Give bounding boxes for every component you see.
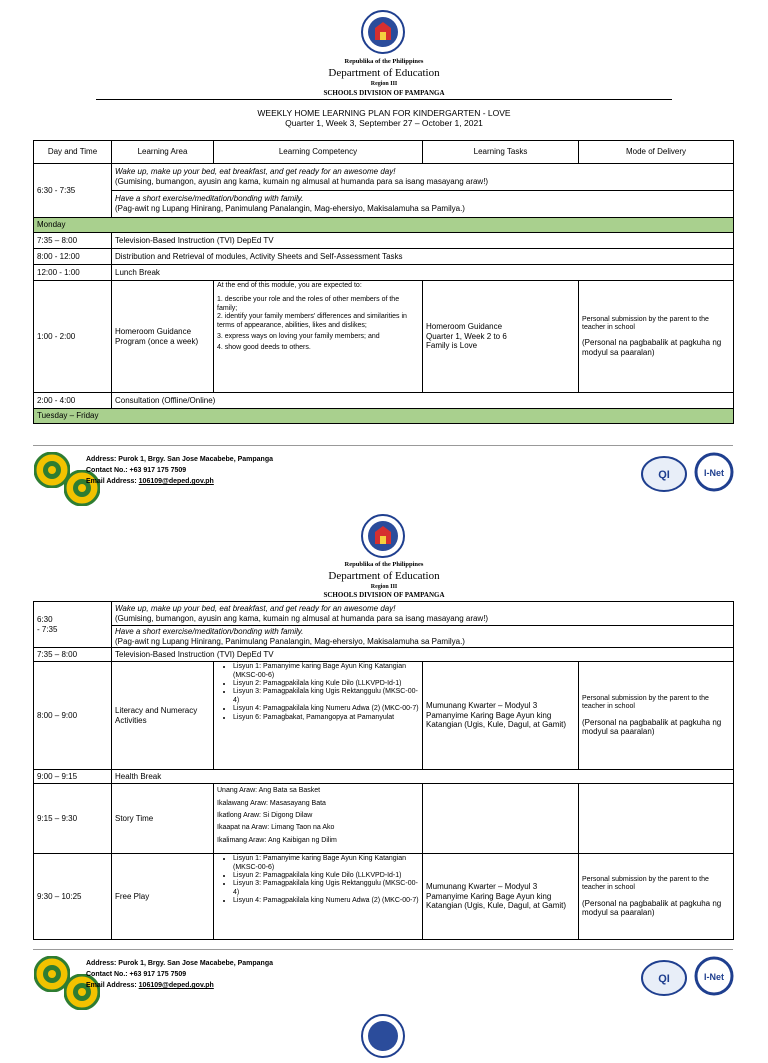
- competency-list-cell: [214, 662, 423, 770]
- plan-title: WEEKLY HOME LEARNING PLAN FOR KINDERGARTEN - LOVE Quarter 1, Week 3, September 27 – October 1, 2021: [257, 108, 511, 128]
- learning-area-cell: Story Time: [112, 784, 214, 854]
- time-cell: 9:15 – 9:30: [34, 784, 112, 854]
- footer-contact: Address: Purok 1, Brgy. San Jose Macabebe, Pampanga Contact No.: +63 917 175 7509 Email Address: 106109@deped.gov.ph: [86, 960, 273, 989]
- header-rule: [96, 99, 672, 100]
- republic-text: Republika of the Philippines: [344, 58, 424, 65]
- svg-text:QI: QI: [658, 469, 670, 481]
- mode-cell: Personal submission by the parent to the teacher in school (Personal na pagbabalik at pagkuha ng modyul sa paaralan): [579, 662, 734, 770]
- time-cell: 2:00 - 4:00: [34, 393, 112, 409]
- story-item: Unang Araw: Ang Bata sa Basket: [217, 787, 321, 795]
- svg-text:QI: QI: [658, 973, 670, 985]
- footer-1: [0, 450, 768, 504]
- svg-text:I-Net: I-Net: [704, 972, 724, 982]
- routine-cell: Have a short exercise/meditation/bonding with family. (Pag-awit ng Lupang Hinirang, Panimulang Panalangin, Mag-ehersiyo, Makisalamuha sa Pamilya.): [112, 191, 734, 218]
- day-row-tuesday-friday: Tuesday – Friday: [34, 409, 734, 424]
- mode-cell: Personal submission by the parent to the teacher in school (Personal na pagbabalik at pagkuha ng modyul sa paaralan): [579, 854, 734, 940]
- lesson-item: • Lisyun 3: Pamagpakilala king Ugis Rektanggulu (MKSC-00-4): [233, 880, 419, 897]
- story-item: Ikatlong Araw: Si Digong Dilaw: [217, 812, 313, 819]
- competency-list-cell: [214, 854, 423, 940]
- footer-rule: [33, 445, 733, 446]
- learning-area-cell: Literacy and Numeracy Activities: [112, 662, 214, 770]
- region-text: Region III: [370, 584, 398, 590]
- inet-certification-icon: [694, 956, 734, 1001]
- story-item: Ikalimang Araw: Ang Kaibigan ng Dilim: [217, 836, 337, 844]
- activity-cell: Distribution and Retrieval of modules, Activity Sheets and Self-Assessment Tasks: [112, 249, 734, 265]
- time-cell: 9:30 – 10:25: [34, 854, 112, 940]
- learning-task-cell: Mumunang Kwarter – Modyul 3 Pamanyime Karing Bage Ayun king Katangian (Ugis, Kule, Dagul, at Gamit): [423, 662, 579, 770]
- activity-cell: Television-Based Instruction (TVI) DepEd TV: [112, 233, 734, 249]
- email-link[interactable]: 106109@deped.gov.ph: [138, 982, 214, 989]
- footer-2: [0, 954, 768, 1008]
- routine-cell: Have a short exercise/meditation/bonding with family. (Pag-awit ng Lupang Hinirang, Panimulang Panalangin, Mag-ehersiyo, Makisalamuha sa Pamilya.): [112, 626, 734, 648]
- activity-cell: Consultation (Offline/Online): [112, 393, 734, 409]
- story-item: Ikalawang Araw: Masasayang Bata: [217, 799, 326, 807]
- iso-certification-icon: [640, 454, 688, 499]
- republic-text: Republika of the Philippines: [344, 561, 424, 568]
- time-cell: 12:00 - 1:00: [34, 265, 112, 281]
- time-cell: 7:35 – 8:00: [34, 233, 112, 249]
- footer-contact: Address: Purok 1, Brgy. San Jose Macabebe, Pampanga Contact No.: +63 917 175 7509 Email Address: 106109@deped.gov.ph: [86, 456, 273, 485]
- learning-area-cell: Homeroom Guidance Program (once a week): [112, 281, 214, 393]
- mode-cell: [579, 784, 734, 854]
- lesson-item: • Lisyun 6: Pamagbakat, Pamangopya at Pamanyulat: [233, 714, 419, 722]
- story-list-cell: [214, 784, 423, 854]
- col-header: Learning Competency: [214, 141, 423, 164]
- time-cell: 7:35 – 8:00: [34, 648, 112, 662]
- col-header: Mode of Delivery: [579, 141, 734, 164]
- col-header: Day and Time: [34, 141, 112, 164]
- time-cell: 1:00 - 2:00: [34, 281, 112, 393]
- learning-plan-table-1: [33, 140, 734, 424]
- time-cell: 6:30 - 7:35: [34, 164, 112, 218]
- lesson-item: • Lisyun 4: Pamagpakilala king Numeru Adwa (2) (MKC-00-7): [233, 705, 419, 713]
- col-header: Learning Area: [112, 141, 214, 164]
- department-name: Department of Education: [328, 67, 440, 79]
- lesson-item: • Lisyun 3: Pamagpakilala king Ugis Rektanggulu (MKSC-00-4): [233, 688, 419, 705]
- learning-task-cell: [423, 784, 579, 854]
- department-name: Department of Education: [328, 570, 440, 582]
- footer-rule: [33, 949, 733, 950]
- activity-cell: Health Break: [112, 770, 734, 784]
- col-header: Learning Tasks: [423, 141, 579, 164]
- learning-plan-table-2: [33, 601, 734, 940]
- lesson-item: • Lisyun 1: Pamanyime karing Bage Ayun King Katangian (MKSC-00-6): [233, 663, 419, 680]
- inet-certification-icon: [694, 452, 734, 497]
- lesson-item: • Lisyun 4: Pamagpakilala king Numeru Adwa (2) (MKC-00-7): [233, 897, 419, 905]
- routine-cell: Wake up, make up your bed, eat breakfast, and get ready for an awesome day! (Gumising, bumangon, ayusin ang kama, kumain ng almusal at humanda para sa isang masayang araw!): [112, 164, 734, 191]
- division-text: SCHOOLS DIVISION OF PAMPANGA: [323, 591, 445, 599]
- competency-cell: At the end of this module, you are expected to: 1. describe your role and the roles of other members of the family; 2. identify your family members' differences and similarities in terms of appearance, abilities, likes and dislikes; 3. express ways on loving your family members; and 4. show good deeds to others.: [214, 281, 423, 393]
- svg-text:I-Net: I-Net: [704, 468, 724, 478]
- activity-cell: Lunch Break: [112, 265, 734, 281]
- mode-cell: Personal submission by the parent to the teacher in school (Personal na pagbabalik at pagkuha ng modyul sa paaralan): [579, 281, 734, 393]
- time-cell: 9:00 – 9:15: [34, 770, 112, 784]
- learning-area-cell: Free Play: [112, 854, 214, 940]
- deped-seal: [361, 514, 405, 558]
- deped-seal: [361, 10, 405, 54]
- learning-task-cell: Homeroom Guidance Quarter 1, Week 2 to 6 Family is Love: [423, 281, 579, 393]
- time-cell: 6:30 - 7:35: [34, 602, 112, 648]
- time-cell: 8:00 – 9:00: [34, 662, 112, 770]
- deped-seal: [361, 1014, 405, 1058]
- activity-cell: Television-Based Instruction (TVI) DepEd TV: [112, 648, 734, 662]
- lesson-item: • Lisyun 2: Pamagpakilala king Kule Dilo (LLKVPD-Id-1): [233, 680, 419, 688]
- day-row-monday: Monday: [34, 218, 734, 233]
- lesson-item: • Lisyun 2: Pamagpakilala king Kule Dilo (LLKVPD-Id-1): [233, 872, 419, 880]
- learning-task-cell: Mumunang Kwarter – Modyul 3 Pamanyime Karing Bage Ayun king Katangian (Ugis, Kule, Dagul, at Gamit): [423, 854, 579, 940]
- lesson-item: • Lisyun 1: Pamanyime karing Bage Ayun King Katangian (MKSC-00-6): [233, 855, 419, 872]
- email-link[interactable]: 106109@deped.gov.ph: [138, 478, 214, 485]
- story-item: Ikaapat na Araw: Limang Taon na Ako: [217, 824, 335, 832]
- division-text: SCHOOLS DIVISION OF PAMPANGA: [323, 89, 445, 97]
- iso-certification-icon: [640, 958, 688, 1003]
- region-text: Region III: [370, 81, 398, 87]
- time-cell: 8:00 - 12:00: [34, 249, 112, 265]
- routine-cell: Wake up, make up your bed, eat breakfast, and get ready for an awesome day! (Gumising, bumangon, ayusin ang kama, kumain ng almusal at humanda para sa isang masayang araw!): [112, 602, 734, 626]
